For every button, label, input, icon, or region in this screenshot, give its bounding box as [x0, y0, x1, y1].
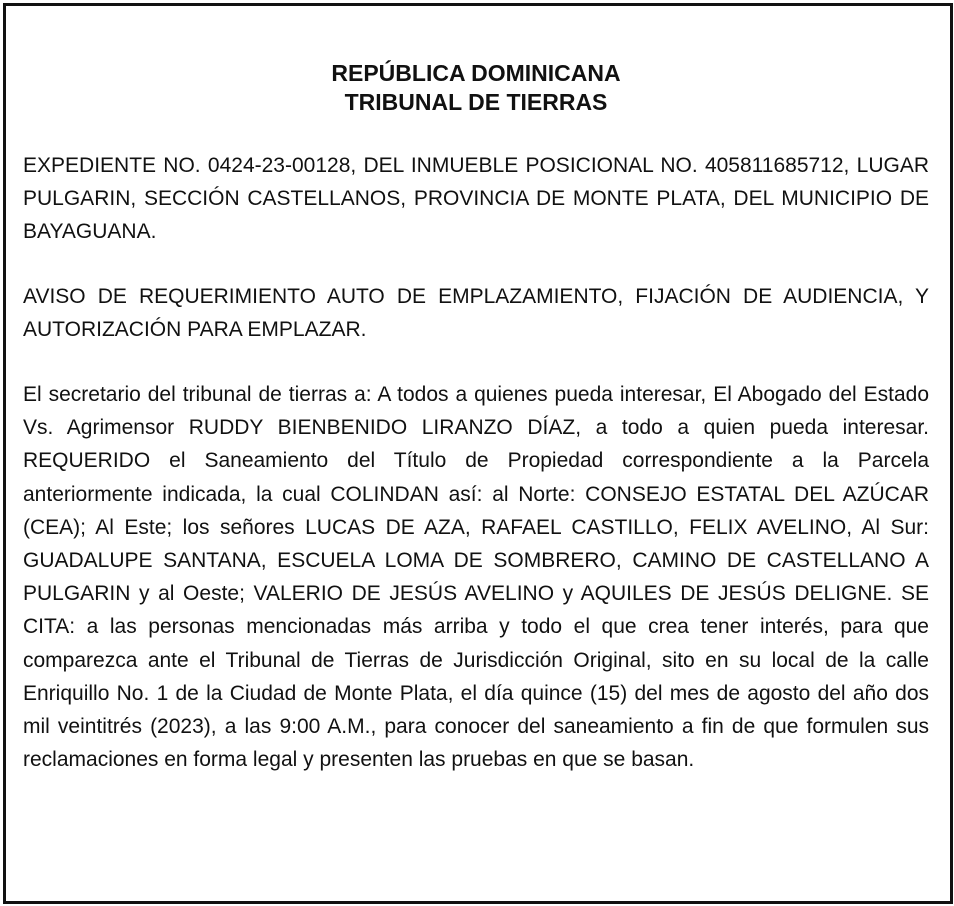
body-paragraph: El secretario del tribunal de tierras a: A todos a quienes pueda interesar, El Abogado del Estado Vs. Agrimensor RUDDY BIENBENIDO LIRANZO DÍAZ, a todo a quien pueda interesar. REQUERIDO el Saneamiento del Título de Propiedad correspondiente a la Parcela anteriormente indicada, la cual COLINDAN así: al Norte: CONSEJO ESTATAL DEL AZÚCAR (CEA); Al Este; los señores LUCAS DE AZA, RAFAEL CASTILLO, FELIX AVELINO, Al Sur: GUADALUPE SANTANA, ESCUELA LOMA DE SOMBRERO, CAMINO DE CASTELLANO A PULGARIN y al Oeste; VALERIO DE JESÚS AVELINO y AQUILES DE JESÚS DELIGNE. SE CITA: a las personas mencionadas más arriba y todo el que crea tener interés, para que comparezca ante el Tribunal de Tierras de Jurisdicción Original, sito en su local de la calle Enriquillo No. 1 de la Ciudad de Monte Plata, el día quince (15) del mes de agosto del año dos mil veintitrés (2023), a las 9:00 A.M., para conocer del saneamiento a fin de que formulen sus reclamaciones en forma legal y presenten las pruebas en que se basan.: [23, 383, 929, 772]
notice-border: [3, 3, 953, 904]
notice-header: [23, 59, 929, 117]
court-title: TRIBUNAL DE TIERRAS: [344, 89, 608, 115]
aviso-paragraph: AVISO DE REQUERIMIENTO AUTO DE EMPLAZAMIENTO, FIJACIÓN DE AUDIENCIA, Y AUTORIZACIÓN PARA EMPLAZAR.: [23, 284, 929, 341]
expediente-paragraph: EXPEDIENTE NO. 0424-23-00128, DEL INMUEBLE POSICIONAL NO. 405811685712, LUGAR PULGARIN, SECCIÓN CASTELLANOS, PROVINCIA DE MONTE PLATA, DEL MUNICIPIO DE BAYAGUANA.: [23, 154, 929, 244]
notice-content: [23, 59, 929, 776]
country-title: REPÚBLICA DOMINICANA: [331, 60, 621, 86]
